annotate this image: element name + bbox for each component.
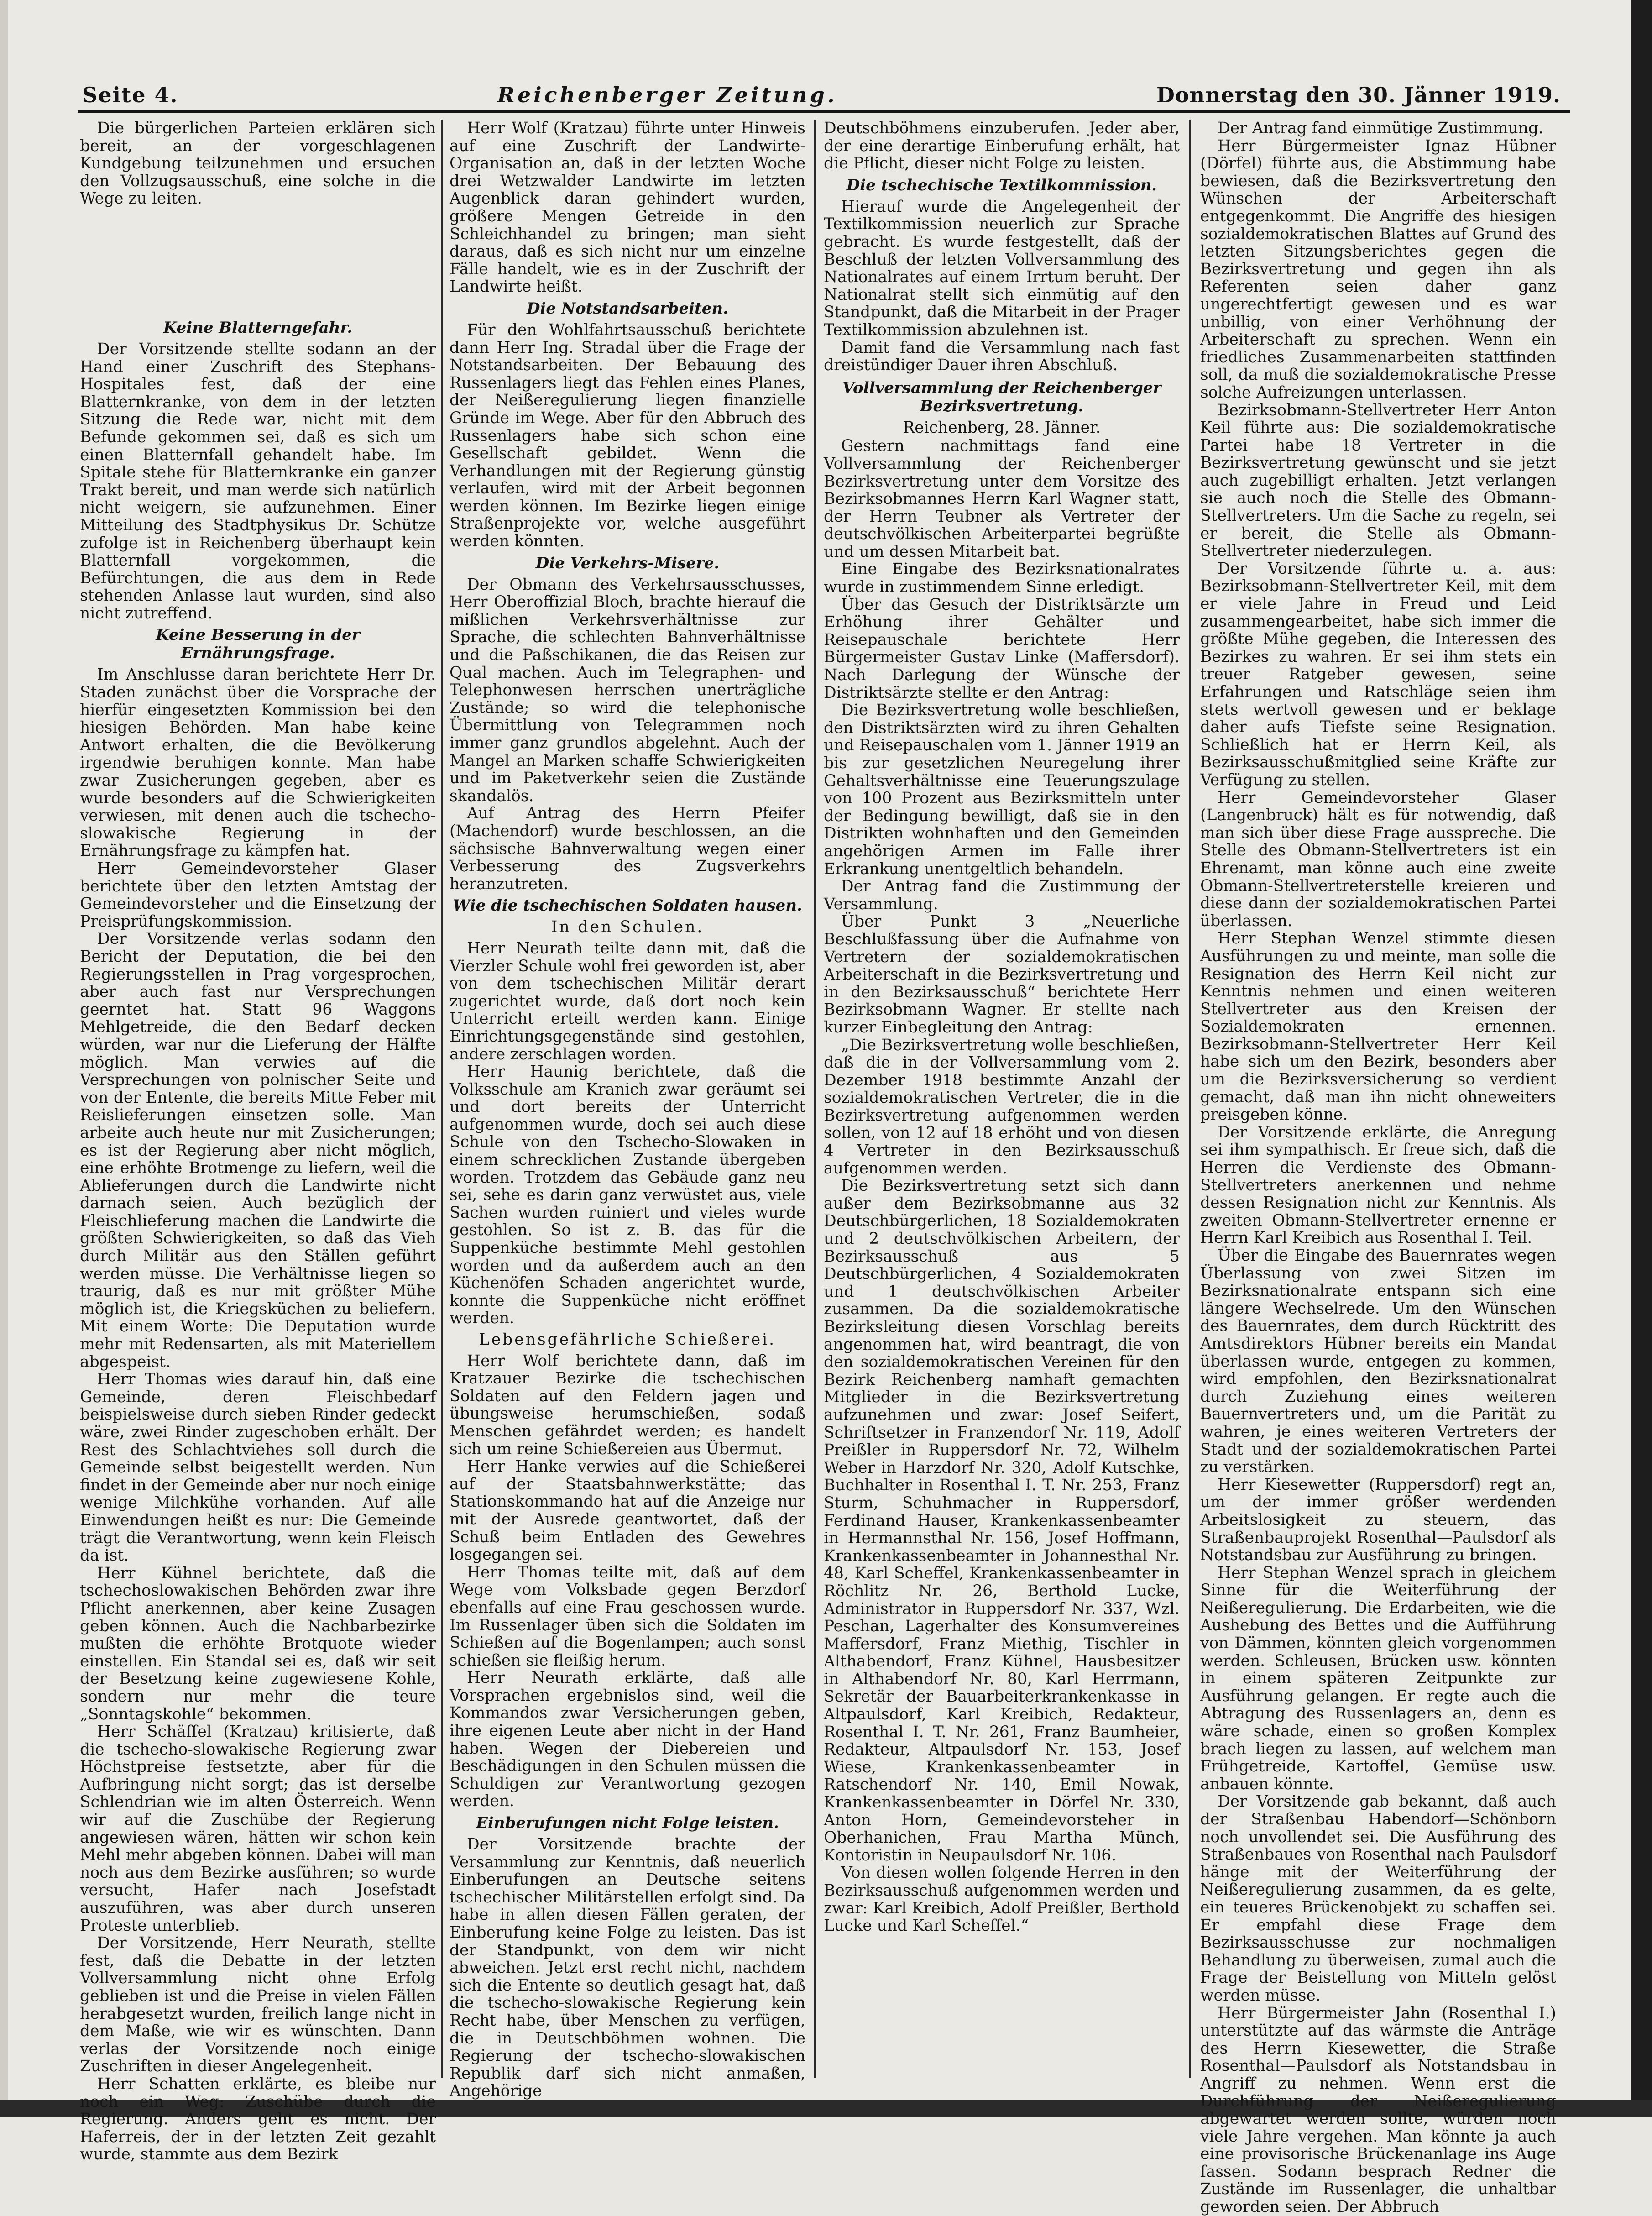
column-3 <box>824 120 1180 2082</box>
page-number: Seite 4. <box>82 83 178 107</box>
scan-right-border <box>1631 0 1652 2117</box>
paragraph: Der Vorsitzende stellte sodann an der Hand einer Zuschrift des Stephans-Hospitales fest, daß der eine Blatternkranke, von dem in der letzten Sitzung die Rede war, nicht mit dem Befunde gekommen sei, daß es sich um einen Blatternfall gehandelt habe. Im Spitale stehe für Blatternkranke ein ganzer Trakt bereit, und man werde sich natürlich nicht weigern, sie aufzunehmen. Einer Mitteilung des Stadtphysikus Dr. Schütze zufolge ist in Reichenberg überhaupt kein Blatternfall vorgekommen, die Befürchtungen, die aus dem in Rede stehenden Anlasse laut wurden, sind also nicht zutreffend. <box>80 340 436 623</box>
paragraph: Der Vorsitzende erklärte, die Anregung sei ihm sympathisch. Er freue sich, daß die Herren die Verdienste des Obmann-Stellvertreters anerkennen und nehme dessen Resignation nicht zur Kenntnis. Als zweiten Obmann-Stellvertreter ernenne er Herrn Karl Kreibich aus Rosenthal I. Teil. <box>1200 1123 1556 1247</box>
sub-heading: Lebensgefährliche Schießerei. <box>479 1331 776 1349</box>
page-left-margin <box>0 0 8 2117</box>
paragraph: Herr Wolf (Kratzau) führte unter Hinweis auf eine Zuschrift der Landwirte-Organisation an, daß in der letzten Woche drei Wetzwalder Landwirte im letzten Augenblick daran gehindert wurden, größere Mengen Getreide in den Schleichhandel zu bringen; man sieht daraus, daß es sich nicht nur um einzelne Fälle handelt, wie es in der Zuschrift der Landwirte heißt. <box>450 119 805 296</box>
paragraph: Die bürgerlichen Parteien erklären sich bereit, an der vorgeschlagenen Kundgebung teilzunehmen und ersuchen den Vollzugsausschuß, eine solche in die Wege zu leiten. <box>80 119 436 208</box>
paragraph: Der Antrag fand die Zustimmung der Versammlung. <box>824 877 1180 913</box>
column-gap <box>80 208 436 315</box>
paragraph: Herr Wolf berichtete dann, daß im Kratzauer Bezirke die tschechischen Soldaten auf den Feldern jagen und übungsweise herumschießen, sodaß Menschen gefährdet werden; es handelt sich um reine Schießereien aus Übermut. <box>450 1352 805 1458</box>
paragraph: Bezirksobmann-Stellvertreter Herr Anton Keil führte aus: Die sozialdemokratische Partei habe 18 Vertreter in die Bezirksvertretung gewünscht und sie jetzt auch zugebilligt erhalten. Jetzt verlangen sie auch noch die Stelle des Obmann-Stellvertreters. Um die Sache zu regeln, sei er bereit, die Stelle als Obmann-Stellvertreter niederzulegen. <box>1200 401 1556 561</box>
paragraph: Der Vorsitzende verlas sodann den Bericht der Deputation, die bei den Regierungsstellen in Prag vorgesprochen, aber auch fast nur Versprechungen geerntet hat. Statt 96 Waggons Mehlgetreide, die den Bedarf decken würden, war nur die Lieferung der Hälfte möglich. Man verwies auf die Versprechungen von polnischer Seite und von der Entente, die bereits Mitte Feber mit Reislieferungen einsetzen solle. Man arbeite auch heute nur mit Zusicherungen; es ist der Regierung aber nicht möglich, eine erhöhte Brotmenge zu liefern, weil die Ablieferungen durch die Landwirte nicht darnach seien. Auch bezüglich der Fleischlieferung machen die Landwirte die größten Schwierigkeiten, so daß das Vieh durch Militär aus den Ställen geführt werden müsse. Die Verhältnisse liegen so traurig, daß es nur mit größter Mühe möglich ist, die Kriegsküchen zu beliefern. Mit einem Worte: Die Deputation wurde mehr mit Redensarten, als mit Materiellem abgespeist. <box>80 930 436 1371</box>
paragraph: Der Vorsitzende brachte der Versammlung zur Kenntnis, daß neuerlich Einberufungen an Deutsche seitens tschechischer Militärstellen erfolgt sind. Da habe in allen diesen Fällen geraten, der Einberufung keine Folge zu leisten. Das ist der Standpunkt, von dem wir nicht abweichen. Jetzt erst recht nicht, nachdem sich die Entente so deutlich gesagt hat, daß die tschecho-slowakische Regierung kein Recht habe, über Menschen zu verfügen, die in Deutschböhmen wohnen. Die Regierung der tschecho-slowakischen Republik darf sich nicht anmaßen, Angehörige <box>450 1835 805 2101</box>
paragraph: Herr Gemeindevorsteher Glaser berichtete über den letzten Amtstag der Gemeindevorsteher und die Einsetzung der Preisprüfungskommission. <box>80 859 436 931</box>
paragraph: Für den Wohlfahrtsausschuß berichtete dann Herr Ing. Stradal über die Frage der Notstandsarbeiten. Der Bebauung des Russenlagers liegt das Fehlen eines Planes, der Neißeregulierung liegen finanzielle Gründe im Wege. Aber für den Abbruch des Russenlagers habe sich schon eine Gesellschaft gebildet. Wenn die Verhandlungen mit der Regierung günstig verlaufen, wird mit der Arbeit begonnen werden können. Im Bezirke liegen einige Straßenprojekte vor, welche ausgeführt werden könnten. <box>450 320 805 551</box>
paragraph: Eine Eingabe des Bezirksnationalrates wurde in zustimmendem Sinne erledigt. <box>824 560 1180 597</box>
paragraph: Herr Schäffel (Kratzau) kritisierte, daß die tschecho-slowakische Regierung zwar Höchstpreise festsetzte, aber für die Aufbringung nicht sorgt; das ist derselbe Schlendrian wie im alten Österreich. Wenn wir auf die Zuschübe der Regierung angewiesen wären, hätten wir schon kein Mehl mehr abgeben können. Dabei will man noch aus dem Bezirke ausführen; so wurde versucht, Hafer nach Josefstadt auszuführen, was aber durch unseren Proteste unterblieb. <box>80 1723 436 1935</box>
paragraph: Herr Neurath erklärte, daß alle Vorsprachen ergebnislos sind, weil die Kommandos zwar Versicherungen geben, ihre eigenen Leute aber nicht in der Hand haben. Wegen der Diebereien und Beschädigungen in den Schulen müssen die Schuldigen zur Verantwortung gezogen werden. <box>450 1669 805 1811</box>
paragraph: Über das Gesuch der Distriktsärzte um Erhöhung ihrer Gehälter und Reisepauschale berichtete Herr Bürgermeister Gustav Linke (Maffersdorf). Nach Darlegung der Wünsche der Distriktsärzte stellte er den Antrag: <box>824 595 1180 702</box>
article-heading: Die Notstandsarbeiten. <box>527 299 728 318</box>
paragraph: Auf Antrag des Herrn Pfeifer (Machendorf) wurde beschlossen, an die sächsische Bahnverwaltung wegen einer Verbesserung des Zugsverkehrs heranzutreten. <box>450 804 805 893</box>
paragraph: Herr Haunig berichtete, daß die Volksschule am Kranich zwar geräumt sei und dort bereits der Unterricht aufgenommen wurde, doch sei auch diese Schule von den Tschecho-Slowaken in einem schrecklichen Zustande übergeben worden. Trotzdem das Gebäude ganz neu sei, sehe es darin ganz verwüstet aus, viele Sachen wurden ruiniert und vieles wurde gestohlen. So ist z. B. das für die Suppenküche bestimmte Mehl gestohlen worden und da außerdem auch an den Küchenöfen Schaden angerichtet wurde, konnte die Suppenküche nicht eröffnet werden. <box>450 1063 805 1328</box>
paragraph: Herr Stephan Wenzel stimmte diesen Ausführungen zu und meinte, man solle die Resignation des Herrn Keil nicht zur Kenntnis nehmen und einen weiteren Stellvertreter aus den Kreisen der Sozialdemokraten ernennen. Bezirksobmann-Stellvertreter Herr Keil habe sich um den Bezirk, besonders aber um die Bezirksversicherung so verdient gemacht, daß man ihn nicht ohneweiters preisgeben könne. <box>1200 929 1556 1124</box>
dateline: Reichenberg, 28. Jänner. <box>903 418 1101 437</box>
paragraph: Damit fand die Versammlung nach fast dreistündiger Dauer ihren Abschluß. <box>824 338 1180 375</box>
column-divider <box>441 120 443 2078</box>
paragraph: Herr Kiesewetter (Ruppersdorf) regt an, um der immer größer werdenden Arbeitslosigkeit zu steuern, das Straßenbauprojekt Rosenthal—Paulsdorf als Notstandsbau zur Ausführung zu bringen. <box>1200 1475 1556 1565</box>
paragraph: Herr Schatten erklärte, es bleibe nur noch ein Weg: Zuschübe durch die Regierung. Anders geht es nicht. Der Haferreis, der in der letzten Zeit gezahlt wurde, stammte aus dem Bezirk <box>80 2075 436 2164</box>
column-divider <box>1189 120 1191 2078</box>
column-divider <box>814 120 816 2078</box>
paragraph: Die Bezirksvertretung wolle beschließen, den Distriktsärzten wird zu ihren Gehalten und Reisepauschalen vom 1. Jänner 1919 an bis zur gesetzlichen Neuregelung ihrer Gehaltsverhältnisse eine Teuerungszulage von 100 Prozent aus Bezirksmitteln unter der Bedingung bewilligt, daß sie in den Distrikten wohnhaften und den Gemeinden angehörigen Armen im Falle ihrer Erkrankung unentgeltlich behandeln. <box>824 701 1180 878</box>
paragraph: Herr Bürgermeister Jahn (Rosenthal I.) unterstützte auf das wärmste die Anträge des Herrn Kiesewetter, die Straße Rosenthal—Paulsdorf als Notstandsbau in Angriff zu nehmen. Wenn erst die Durchführung der Neißeregulierung abgewartet werden sollte, würden noch viele Jahre vergehen. Man könnte ja auch eine provisorische Brückenanlage ins Auge fassen. Sodann besprach Redner die Zustände im Russenlager, die unhaltbar geworden seien. Der Abbruch <box>1200 2004 1556 2216</box>
sub-heading: In den Schulen. <box>551 918 704 937</box>
paragraph: Der Vorsitzende, Herr Neurath, stellte fest, daß die Debatte in der letzten Vollversammlung nicht ohne Erfolg geblieben ist und die Preise in vielen Fällen herabgesetzt wurden, freilich lange nicht in dem Maße, wie wir es wünschten. Dann verlas der Vorsitzende noch einige Zuschriften in dieser Angelegenheit. <box>80 1934 436 2076</box>
paragraph: Im Anschlusse daran berichtete Herr Dr. Staden zunächst über die Vorsprache der hierfür eingesetzten Kommission bei den hiesigen Behörden. Man habe keine Antwort erhalten, die die Bevölkerung irgendwie beruhigen konnte. Man habe zwar Zusicherungen gegeben, aber es wurde besonders auf die Schwierigkeiten verwiesen, mit denen auch die tschecho-slowakische Regierung in der Ernährungsfrage zu kämpfen hat. <box>80 665 436 860</box>
paragraph: Von diesen wollen folgende Herren in den Bezirksausschuß aufgenommen werden und zwar: Karl Kreibich, Adolf Preißler, Berthold Lucke und Karl Scheffel.“ <box>824 1864 1180 1935</box>
paragraph: Gestern nachmittags fand eine Vollversammlung der Reichenberger Bezirksvertretung unter dem Vorsitze des Bezirksobmannes Herrn Karl Wagner statt, der Herrn Teubner als Vertreter der deutschvölkischen Arbeiterpartei begrüßte und um dessen Mitarbeit bat. <box>824 437 1180 561</box>
paragraph: Der Vorsitzende führte u. a. aus: Bezirksobmann-Stellvertreter Keil, mit dem er viele Jahre in Freud und Leid zusammengearbeitet, habe sich immer die größte Mühe gegeben, die Interessen des Bezirkes zu wahren. Er sei ihm stets ein treuer Ratgeber gewesen, seine Erfahrungen und Ratschläge seien ihm stets wertvoll gewesen und er beklage daher aufs Tiefste seine Resignation. Schließlich hat er Herrn Keil, als Bezirksausschußmitglied seine Kräfte zur Verfügung zu stellen. <box>1200 559 1556 789</box>
article-heading: Keine Besserung in der Ernährungsfrage. <box>156 626 360 663</box>
article-heading: Keine Blatterngefahr. <box>163 318 353 337</box>
paragraph: Herr Kühnel berichtete, daß die tschechoslowakischen Behörden zwar ihre Pflicht anerkennen, aber keine Zusagen geben können. Auch die Nachbarbezirke mußten die erhöhte Brotquote wieder einstellen. Ein Standal sei es, daß wir seit der Besetzung keine zugewiesene Kohle, sondern nur mehr die teure „Sonntagskohle“ bekommen. <box>80 1564 436 1724</box>
paragraph: Herr Stephan Wenzel sprach in gleichem Sinne für die Weiterführung der Neißeregulierung. Die Erdarbeiten, wie die Aushebung des Bettes und die Aufführung von Dämmen, könnten gleich vorgenommen werden. Schleusen, Brücken usw. könnten in einem späteren Zeitpunkte zur Ausführung gelangen. Er regte auch die Abtragung des Russenlagers an, denn es wäre schade, einen so großen Komplex brach liegen zu lassen, auf welchem man Frühgetreide, Kartoffel, Gemüse usw. anbauen könnte. <box>1200 1563 1556 1793</box>
paragraph: „Die Bezirksvertretung wolle beschließen, daß die in der Vollversammlung vom 2. Dezember 1918 bestimmte Anzahl der sozialdemokratischen Vertreter, die in die Bezirksvertretung aufgenommen werden sollen, von 12 auf 18 erhöht und von diesen 4 Vertreter in den Bezirksausschuß aufgenommen werden. <box>824 1036 1180 1178</box>
column-2 <box>450 119 805 2101</box>
paragraph: Der Vorsitzende gab bekannt, daß auch der Straßenbau Habendorf—Schönborn noch unvollendet sei. Die Ausführung des Straßenbaues von Rosenthal nach Paulsdorf hänge mit der Weiterführung der Neißeregulierung zusammen, da es gelte, ein teueres Brückenobjekt zu schaffen sei. Er empfahl diese Frage dem Bezirksausschusse zur nochmaligen Behandlung zu überweisen, zumal auch die Frage der Beistellung von Mitteln gelöst werden müsse. <box>1200 1792 1556 2005</box>
issue-date: Donnerstag den 30. Jänner 1919. <box>1156 83 1561 107</box>
paragraph: Die Bezirksvertretung setzt sich dann außer dem Bezirksobmanne aus 32 Deutschbürgerlichen, 18 Sozialdemokraten und 2 deutschvölkischen Arbeitern, der Bezirksausschuß aus 5 Deutschbürgerlichen, 4 Sozialdemokraten und 1 deutschvölkischen Arbeiter zusammen. Da die sozialdemokratische Bezirksleitung diesen Vorschlag bereits angenommen hat, wird beantragt, die von den sozialdemokratischen Vereinen für den Bezirk Reichenberg namhaft gemachten Mitglieder in die Bezirksvertretung aufzunehmen und zwar: Josef Seifert, Schriftsetzer in Franzendorf Nr. 119, Adolf Preißler in Ruppersdorf Nr. 72, Wilhelm Weber in Harzdorf Nr. 320, Adolf Kutschke, Buchhalter in Rosenthal I. T. Nr. 253, Franz Sturm, Schuhmacher in Ruppersdorf, Ferdinand Hauser, Krankenkassenbeamter in Hermannsthal Nr. 156, Josef Hoffmann, Krankenkassenbeamter in Johannesthal Nr. 48, Karl Scheffel, Krankenkassenbeamter in Röchlitz Nr. 26, Berthold Lucke, Administrator in Ruppersdorf Nr. 337, Wzl. Peschan, Lagerhalter des Konsumvereines Maffersdorf, Franz Miethig, Tischler in Althabendorf, Franz Kühnel, Hausbesitzer in Althabendorf Nr. 80, Karl Herrmann, Sekretär der Bauarbeiterkrankenkasse in Altpaulsdorf, Karl Kreibich, Redakteur, Rosenthal I. T. Nr. 261, Franz Baumheier, Redakteur, Altpaulsdorf Nr. 153, Josef Wiese, Krankenkassenbeamter in Ratschendorf Nr. 140, Emil Nowak, Krankenkassenbeamter in Dörfel Nr. 330, Anton Horn, Gemeindevorsteher in Oberhanichen, Frau Martha Münch, Kontoristin in Neupaulsdorf Nr. 106. <box>824 1177 1180 1865</box>
article-heading: Vollversammlung der Reichenberger Bezirksvertretung. <box>842 378 1161 415</box>
paragraph: Herr Neurath teilte dann mit, daß die Vierzler Schule wohl frei geworden ist, aber von dem tschechischen Militär derart zugerichtet wurde, daß dort noch kein Unterricht erteilt werden kann. Einige Einrichtungsgegenstände sind gestohlen, andere zerschlagen worden. <box>450 939 805 1063</box>
newspaper-name: Reichenberger Zeitung. <box>497 83 837 107</box>
article-heading: Wie die tschechischen Soldaten hausen. <box>453 896 802 915</box>
column-4 <box>1200 119 1556 2216</box>
article-heading: Die tschechische Textilkommission. <box>846 176 1157 194</box>
paragraph: Über Punkt 3 „Neuerliche Beschlußfassung über die Aufnahme von Vertretern der sozialdemokratischen Arbeiterschaft in die Bezirksvertretung und in den Bezirksausschuß“ berichtete Herr Bezirksobmann Wagner. Er stellte nach kurzer Einbegleitung den Antrag: <box>824 912 1180 1037</box>
article-heading: Einberufungen nicht Folge leisten. <box>476 1814 779 1833</box>
paragraph: Deutschböhmens einzuberufen. Jeder aber, der eine derartige Einberufung erhält, hat die Pflicht, dieser nicht Folge zu leisten. <box>824 119 1180 173</box>
column-1 <box>80 119 436 2164</box>
paragraph: Herr Bürgermeister Ignaz Hübner (Dörfel) führte aus, die Abstimmung habe bewiesen, daß die Bezirksvertretung den Wünschen der Arbeiterschaft entgegenkommt. Die Angriffe des hiesigen sozialdemokratischen Blattes auf Grund des letzten Sitzungsberichtes gegen die Bezirksvertretung und gegen ihn als Referenten seien daher ganz ungerechtfertigt gewesen und es war unbillig, von einer Verhöhnung der Arbeiterschaft zu sprechen. Wenn ein friedliches Zusammenarbeiten stattfinden soll, da muß die sozialdemokratische Presse solche Aufreizungen unterlassen. <box>1200 136 1556 402</box>
paragraph: Hierauf wurde die Angelegenheit der Textilkommission neuerlich zur Sprache gebracht. Es wurde festgestellt, daß der Beschluß der letzten Vollversammlung des Nationalrates auf einem Irrtum beruht. Der Nationalrat stellt sich einmütig auf den Standpunkt, daß die Mitarbeit in der Prager Textilkommission abzulehnen ist. <box>824 197 1180 339</box>
paragraph: Herr Thomas wies darauf hin, daß eine Gemeinde, deren Fleischbedarf beispielsweise durch sieben Rinder gedeckt wäre, zwei Rinder zugeschoben erhält. Der Rest des Schlachtviehes soll durch die Gemeinde selbst beigestellt werden. Nun findet in der Gemeinde aber nur noch einige wenige Milchkühe vorhanden. Auf alle Einwendungen heißt es nur: Die Gemeinde trägt die Verantwortung, wenn kein Fleisch da ist. <box>80 1370 436 1565</box>
paragraph: Herr Hanke verwies auf die Schießerei auf der Staatsbahnwerkstätte; das Stationskommando hat auf die Anzeige nur mit der Ausrede geantwortet, daß der Schuß beim Entladen des Gewehres losgegangen sei. <box>450 1457 805 1564</box>
masthead-rule <box>78 110 1570 113</box>
paragraph: Herr Thomas teilte mit, daß auf dem Wege vom Volksbade gegen Berzdorf ebenfalls auf eine Frau geschossen wurde. Im Russenlager üben sich die Soldaten im Schießen auf die Bogenlampen; auch sonst schießen sie fleißig herum. <box>450 1563 805 1670</box>
masthead <box>82 75 1561 107</box>
paragraph: Herr Gemeindevorsteher Glaser (Langenbruck) hält es für notwendig, daß man sich über diese Frage ausspreche. Die Stelle des Obmann-Stellvertreters ist ein Ehrenamt, man könne auch eine zweite Obmann-Stellvertreterstelle kreieren und diese dann der sozialdemokratischen Partei überlassen. <box>1200 788 1556 930</box>
paragraph: Der Antrag fand einmütige Zustimmung. <box>1218 119 1543 137</box>
paragraph: Der Obmann des Verkehrsausschusses, Herr Oberoffizial Bloch, brachte hierauf die mißlichen Verkehrsverhältnisse zur Sprache, die schlechten Bahnverhältnisse und die Paßschikanen, die das Reisen zur Qual machen. Auch im Telegraphen- und Telephonwesen herrschen unerträgliche Zustände; so wird die telephonische Übermittlung von Telegrammen noch immer ganz grundlos abgelehnt. Auch der Mangel an Marken schaffe Schwierigkeiten und im Paketverkehr seien die Zustände skandalös. <box>450 575 805 805</box>
article-heading: Die Verkehrs-Misere. <box>535 554 720 572</box>
paragraph: Über die Eingabe des Bauernrates wegen Überlassung von zwei Sitzen im Bezirksnationalrate entspann sich eine längere Wechselrede. Um den Wünschen des Bauernrates, dem durch Rücktritt des Amtsdirektors Hübner bereits ein Mandat überlassen wurde, entgegen zu kommen, wird empfohlen, den Bezirksnationalrat durch Zuziehung eines weiteren Bauernvertreters und, um die Parität zu wahren, je eines weiteren Vertreters der Stadt und der sozialdemokratischen Partei zu verstärken. <box>1200 1247 1556 1477</box>
